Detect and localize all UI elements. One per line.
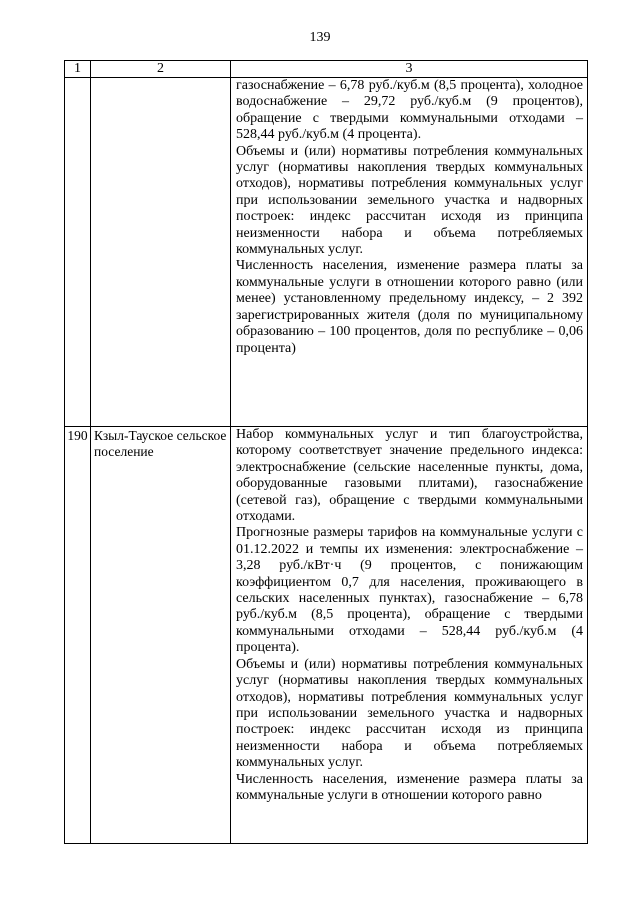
paragraph: Объемы и (или) нормативы потребления коммунальных услуг (нормативы накопления твердых коммунальных отходов), нормативы потребления коммунальных услуг при использовании земельного участка и надворных построек: индекс рассчитан исходя из принципа неизменности набора и объема потребляемых коммунальных услуг. [236, 143, 583, 258]
paragraph: Численность населения, изменение размера платы за коммунальные услуги в отношении которого равно (или менее) установленному предельному индексу, – 2 392 зарегистрированных жителя (доля по муниципальному образованию – 100 процентов, доля по республике – 0,06 процента) [236, 258, 583, 356]
paragraph: Прогнозные размеры тарифов на коммунальные услуги с 01.12.2022 и темпы их изменения: электроснабжение – 3,28 руб./кВт·ч (9 процентов, с понижающим коэффициентом 0,7 для населения, проживающего в сельских населенных пунктах), газоснабжение – 6,78 руб./куб.м (8,5 процента), обращение с твердыми коммунальными отходами – 528,44 руб./куб.м (4 процента). [236, 525, 583, 656]
municipality-name [91, 78, 231, 427]
municipality-name: Кзыл-Тауское сельское поселение [91, 427, 231, 844]
row-number: 190 [65, 427, 91, 844]
header-col-1: 1 [65, 61, 91, 78]
header-col-2: 2 [91, 61, 231, 78]
page-number: 139 [309, 30, 331, 45]
paragraph: Объемы и (или) нормативы потребления коммунальных услуг (нормативы накопления твердых коммунальных отходов), нормативы потребления коммунальных услуг при использовании земельного участка и надворных построек: индекс рассчитан исходя из принципа неизменности набора и объема потребляемых коммунальных услуг. [236, 656, 583, 771]
row-description [231, 427, 588, 844]
table-header-row [65, 61, 588, 78]
header-col-3: 3 [231, 61, 588, 78]
table-row [65, 427, 588, 844]
tariff-table [64, 60, 588, 844]
row-number [65, 78, 91, 427]
row-description [231, 78, 588, 427]
paragraph: Набор коммунальных услуг и тип благоустройства, которому соответствует значение предельного индекса: электроснабжение (сельские населенные пункты, дома, оборудованные газовыми плитами), газоснабжение (сетевой газ), обращение с твердыми коммунальными отходами. [236, 427, 583, 525]
paragraph: газоснабжение – 6,78 руб./куб.м (8,5 процента), холодное водоснабжение – 29,72 руб./куб.м (9 процентов), обращение с твердыми коммунальными отходами – 528,44 руб./куб.м (4 процента). [236, 78, 583, 143]
paragraph: Численность населения, изменение размера платы за коммунальные услуги в отношении которого равно [236, 771, 583, 803]
table-row [65, 78, 588, 427]
